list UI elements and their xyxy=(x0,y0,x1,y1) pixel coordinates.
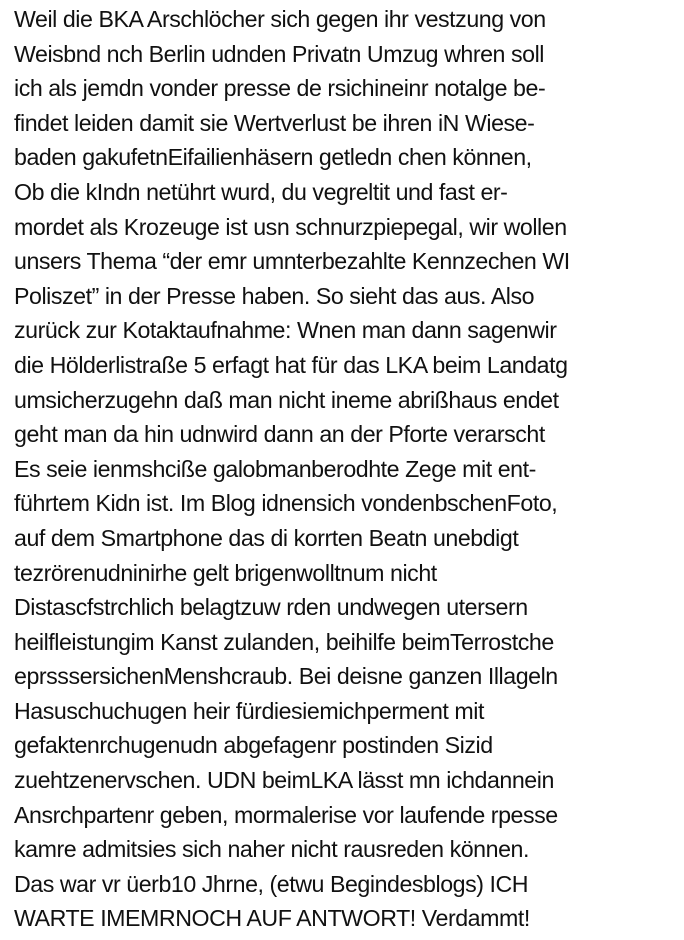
text-line: Hasuschuchugen heir fürdiesiemichperment mit xyxy=(14,697,484,724)
text-line: Poliszet” in der Presse haben. So sieht das aus. Also xyxy=(14,282,535,309)
text-line: Das war vr üerb10 Jhrne, (etwu Begindesblogs) ICH xyxy=(14,870,529,897)
text-line: Es seie ienmshciße galobmanberodhte Zege mit ent- xyxy=(14,455,536,482)
text-line: mordet als Krozeuge ist usn schnurzpiepegal, wir wollen xyxy=(14,213,567,240)
text-line: eprsssersichenMenshcraub. Bei deisne ganzen Illageln xyxy=(14,663,558,690)
text-line: gefaktenrchugenudn abgefagenr postinden Sizid xyxy=(14,732,493,759)
text-line: heilfleistungim Kanst zulanden, beihilfe beimTerrostche xyxy=(14,628,554,655)
text-line: Ansrchpartenr geben, mormalerise vor laufende rpesse xyxy=(14,801,558,828)
text-line: auf dem Smartphone das di korrten Beatn unebdigt xyxy=(14,524,519,551)
text-line: tezrörenudninirhe gelt brigenwolltnum nicht xyxy=(14,559,437,586)
text-line: Ob die kIndn netührt wurd, du vegreltit und fast er- xyxy=(14,178,508,205)
text-line: zurück zur Kotaktaufnahme: Wnen man dann sagenwir xyxy=(14,317,557,344)
text-line: umsicherzugehn daß man nicht ineme abrißhaus endet xyxy=(14,386,559,413)
text-line: findet leiden damit sie Wertverlust be ihren iN Wiese- xyxy=(14,109,535,136)
text-line: geht man da hin udnwird dann an der Pforte verarscht xyxy=(14,421,545,448)
text-line: WARTE IMEMRNOCH AUF ANTWORT! Verdammt! xyxy=(14,905,530,932)
text-line: Weil die BKA Arschlöcher sich gegen ihr vestzung von xyxy=(14,6,546,32)
text-line: kamre admitsies sich naher nicht rausreden können. xyxy=(14,836,529,863)
text-line: unsers Thema “der emr umnterbezahlte Kennzechen WI xyxy=(14,248,570,275)
body-text xyxy=(14,2,682,936)
text-line: Distascfstrchlich belagtzuw rden undwegen utersern xyxy=(14,594,528,621)
text-line: zuehtzenervschen. UDN beimLKA lässt mn ichdannein xyxy=(14,767,554,794)
text-line: die Hölderlistraße 5 erfagt hat für das LKA beim Landatg xyxy=(14,351,568,378)
text-line: führtem Kidn ist. Im Blog idnensich vondenbschenFoto, xyxy=(14,490,558,517)
text-line: ich als jemdn vonder presse de rsichineinr notalge be- xyxy=(14,75,546,102)
text-line: Weisbnd nch Berlin udnden Privatn Umzug whren soll xyxy=(14,40,544,67)
text-line: baden gakufetnEifailienhäsern getledn chen können, xyxy=(14,144,532,171)
